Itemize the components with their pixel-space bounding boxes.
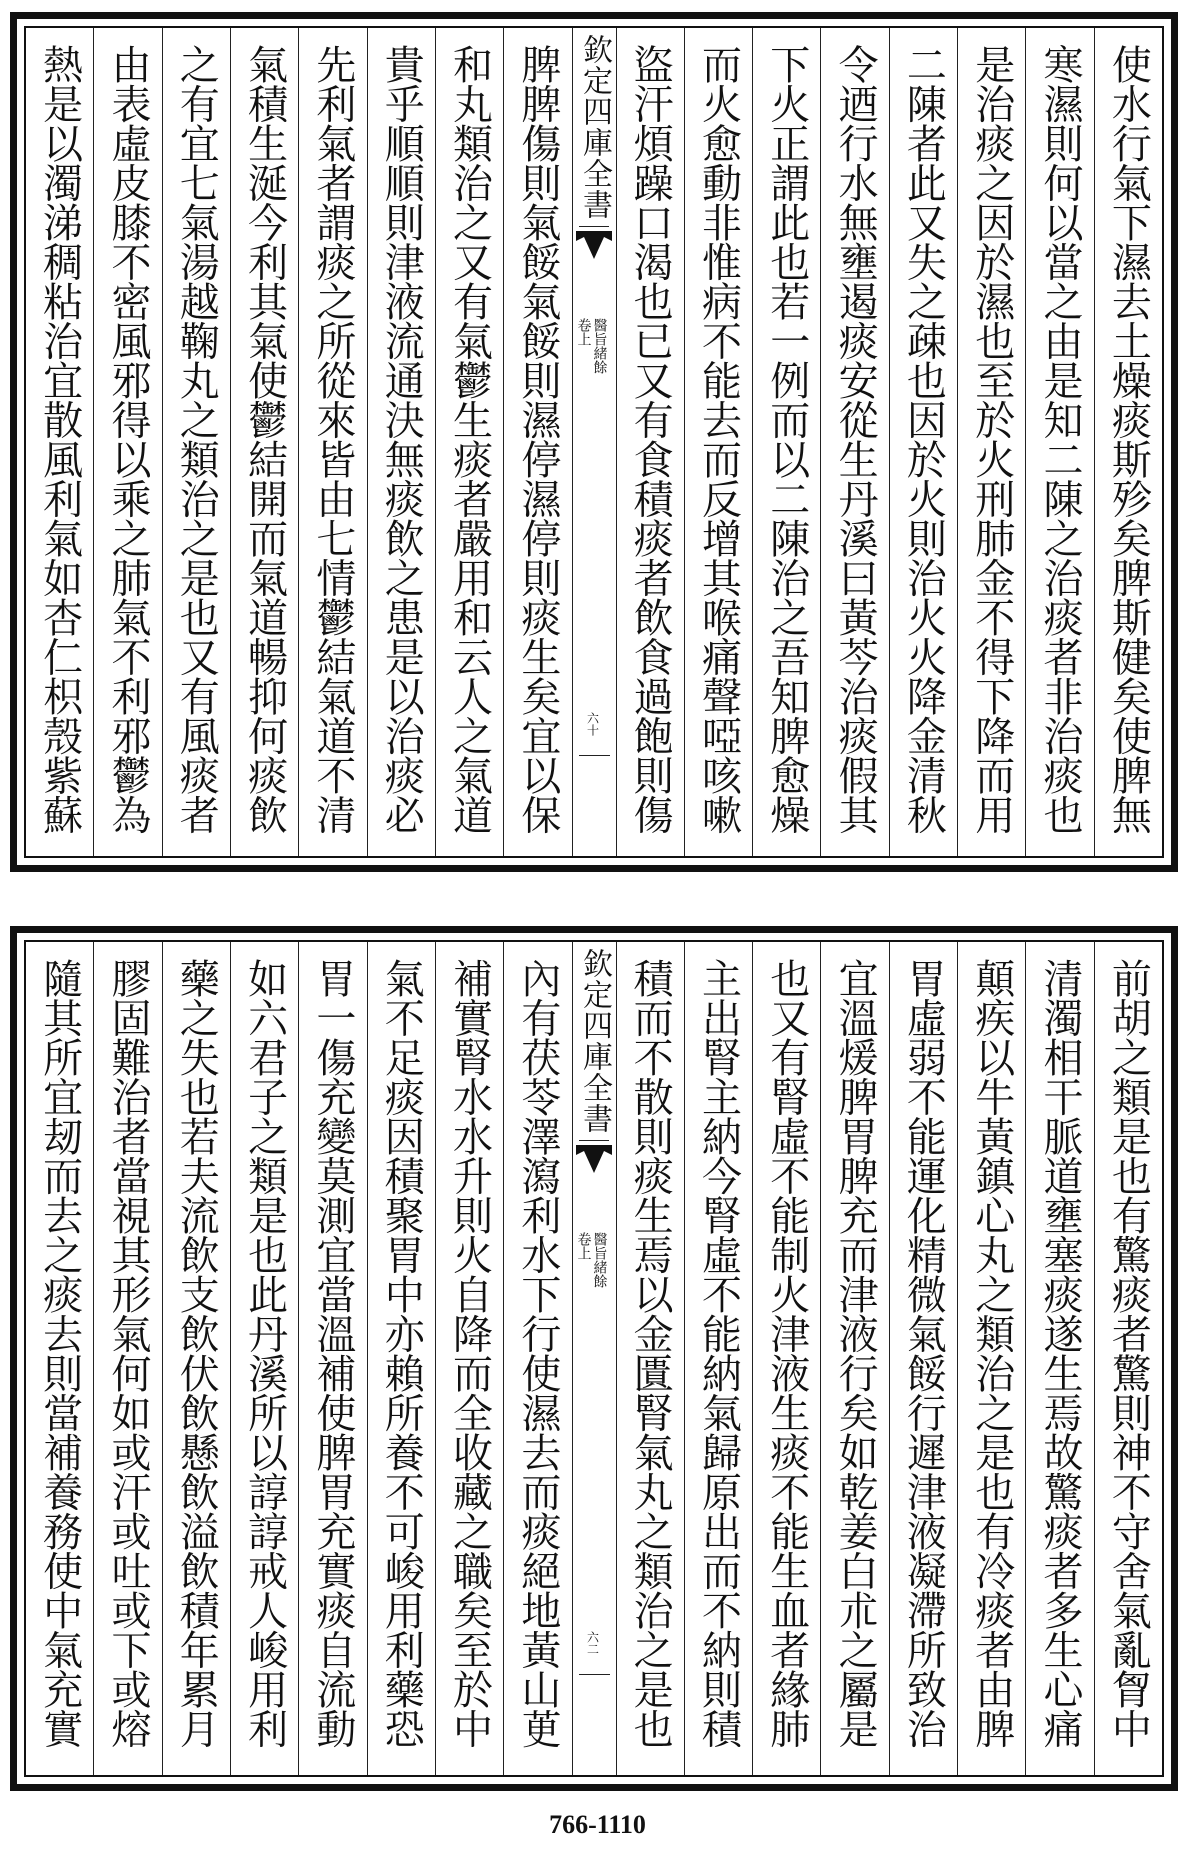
text-column: 二陳者此又失之疎也因於火則治火火降金清秋: [889, 28, 957, 856]
spine-title: 欽定四庫全書: [579, 34, 609, 227]
text-column: 由表虛皮膝不密風邪得以乘之肺氣不利邪鬱為: [93, 28, 161, 856]
text-column: 如六君子之類是也此丹溪所以諄諄戒人峻用利: [230, 942, 298, 1775]
text-column: 顛疾以牛黃鎮心丸之類治之是也有冷痰者由脾: [957, 942, 1025, 1775]
spine-book-title: 醫旨緒餘: [591, 318, 608, 374]
text-column: 清濁相干脈道壅塞痰遂生焉故驚痰者多生心痛: [1025, 942, 1093, 1775]
text-column: 隨其所宜刼而去之痰去則當補養務使中氣充實: [36, 958, 83, 1748]
text-column: 氣不足痰因積聚胃中亦賴所養不可峻用利藥恐: [367, 942, 435, 1775]
text-column: 是治痰之因於濕也至於火刑肺金不得下降而用: [957, 28, 1025, 856]
spine-page-number: 六十: [585, 712, 600, 736]
spine-volume: 卷上: [575, 318, 592, 346]
spine-divider: [579, 1674, 610, 1675]
text-column: 藥之失也若夫流飲支飲伏飲懸飲溢飲積年累月: [162, 942, 230, 1775]
spine-divider: [579, 755, 610, 756]
text-column: 盜汗煩躁口渴也已又有食積痰者飲食過飽則傷: [616, 28, 684, 856]
text-column: 脾脾傷則氣餒氣餒則濕停濕停則痰生矣宜以保: [503, 28, 571, 856]
text-column: 積而不散則痰生焉以金匱腎氣丸之類治之是也: [616, 942, 684, 1775]
text-column: 也又有腎虛不能制火津液生痰不能生血者緣肺: [752, 942, 820, 1775]
text-column: 而火愈動非惟病不能去而反增其喉痛聲啞咳嗽: [684, 28, 752, 856]
text-column: 先利氣者謂痰之所從來皆由七情鬱結氣道不清: [298, 28, 366, 856]
spine-subtitle: [577, 1232, 607, 1288]
text-column: 主出腎主納今腎虛不能納氣歸原出而不納則積: [684, 942, 752, 1775]
text-column: 前胡之類是也有驚痰者驚則神不守舍氣亂胷中: [1094, 942, 1162, 1775]
fish-tail-icon: [574, 229, 614, 263]
spine-volume: 卷上: [575, 1232, 592, 1260]
spine-title: 欽定四庫全書: [579, 948, 609, 1141]
spine-page-number: 六二: [585, 1631, 600, 1655]
text-column: 宜溫煖脾胃脾充而津液行矣如乾姜白朮之屬是: [820, 942, 888, 1775]
text-column: 膠固難治者當視其形氣何如或汗或吐或下或熔: [93, 942, 161, 1775]
fish-tail-icon: [574, 1143, 614, 1177]
text-column: 內有茯苓澤瀉利水下行使濕去而痰絕地黃山茰: [503, 942, 571, 1775]
footer-page-code: 766-1110: [549, 1810, 646, 1839]
spine-book-title: 醫旨緒餘: [591, 1232, 608, 1288]
text-column: 胃虛弱不能運化精微氣餒行遲津液凝滯所致治: [889, 942, 957, 1775]
page-bottom: [10, 926, 1178, 1791]
text-column: 令迺行水無壅遏痰安從生丹溪曰黃芩治痰假其: [820, 28, 888, 856]
text-column: 和丸類治之又有氣鬱生痰者嚴用和云人之氣道: [435, 28, 503, 856]
text-columns: [26, 28, 1162, 856]
text-column: 貴乎順順則津液流通決無痰飲之患是以治痰必: [367, 28, 435, 856]
text-column: 補實腎水水升則火自降而全收藏之職矣至於中: [435, 942, 503, 1775]
spine-subtitle: [577, 318, 607, 374]
text-column: 下火正謂此也若一例而以二陳治之吾知脾愈燥: [752, 28, 820, 856]
spine-column: [572, 28, 616, 856]
spine-column: [572, 942, 616, 1775]
text-column: 之有宜七氣湯越鞠丸之類治之是也又有風痰者: [162, 28, 230, 856]
page-top: [10, 12, 1178, 872]
text-column: 寒濕則何以當之由是知二陳之治痰者非治痰也: [1025, 28, 1093, 856]
text-column: 胃一傷充變莫測宜當溫補使脾胃充實痰自流動: [298, 942, 366, 1775]
text-column: 氣積生涎今利其氣使鬱結開而氣道暢抑何痰飲: [230, 28, 298, 856]
text-column: 使水行氣下濕去土燥痰斯殄矣脾斯健矣使脾無: [1094, 28, 1162, 856]
text-columns: [26, 942, 1162, 1775]
text-column: 熱是以濁涕稠粘治宜散風利氣如杏仁枳殼紫蘇: [36, 44, 83, 834]
